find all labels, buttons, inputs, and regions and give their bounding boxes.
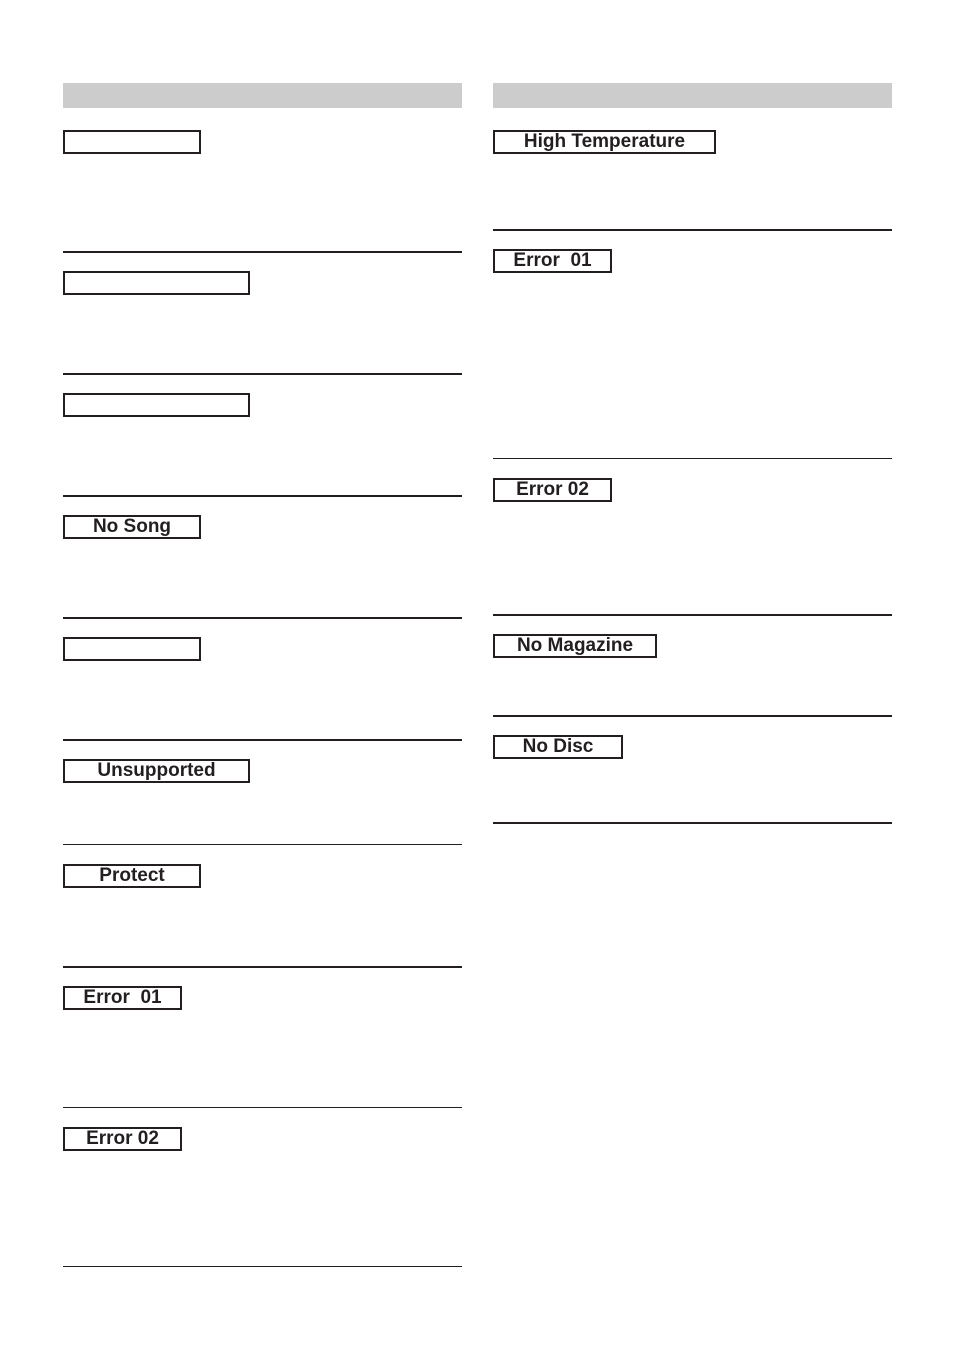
left-column-header bbox=[63, 83, 462, 108]
left-divider-6 bbox=[63, 844, 462, 845]
left-divider-3 bbox=[63, 495, 462, 497]
left-divider-7 bbox=[63, 966, 462, 968]
left-entry-1-box bbox=[63, 130, 201, 154]
left-divider-2 bbox=[63, 373, 462, 375]
right-entry-error-01-box: Error 01 bbox=[493, 249, 612, 273]
left-divider-8 bbox=[63, 1107, 462, 1108]
left-divider-9 bbox=[63, 1266, 462, 1267]
left-entry-5-box bbox=[63, 637, 201, 661]
left-divider-5 bbox=[63, 739, 462, 741]
right-divider-3 bbox=[493, 614, 892, 616]
right-entry-high-temperature-box: High Temperature bbox=[493, 130, 716, 154]
right-entry-no-disc-box: No Disc bbox=[493, 735, 623, 759]
right-entry-error-02-box: Error 02 bbox=[493, 478, 612, 502]
left-entry-error-02-box: Error 02 bbox=[63, 1127, 182, 1151]
right-column-header bbox=[493, 83, 892, 108]
left-divider-4 bbox=[63, 617, 462, 619]
left-entry-protect-box: Protect bbox=[63, 864, 201, 888]
right-divider-5 bbox=[493, 822, 892, 824]
right-divider-4 bbox=[493, 715, 892, 717]
left-entry-error-01-box: Error 01 bbox=[63, 986, 182, 1010]
right-divider-2 bbox=[493, 458, 892, 459]
left-divider-1 bbox=[63, 251, 462, 253]
left-entry-2-box bbox=[63, 271, 250, 295]
left-entry-unsupported-box: Unsupported bbox=[63, 759, 250, 783]
right-divider-1 bbox=[493, 229, 892, 231]
left-entry-no-song-box: No Song bbox=[63, 515, 201, 539]
right-entry-no-magazine-box: No Magazine bbox=[493, 634, 657, 658]
left-entry-3-box bbox=[63, 393, 250, 417]
